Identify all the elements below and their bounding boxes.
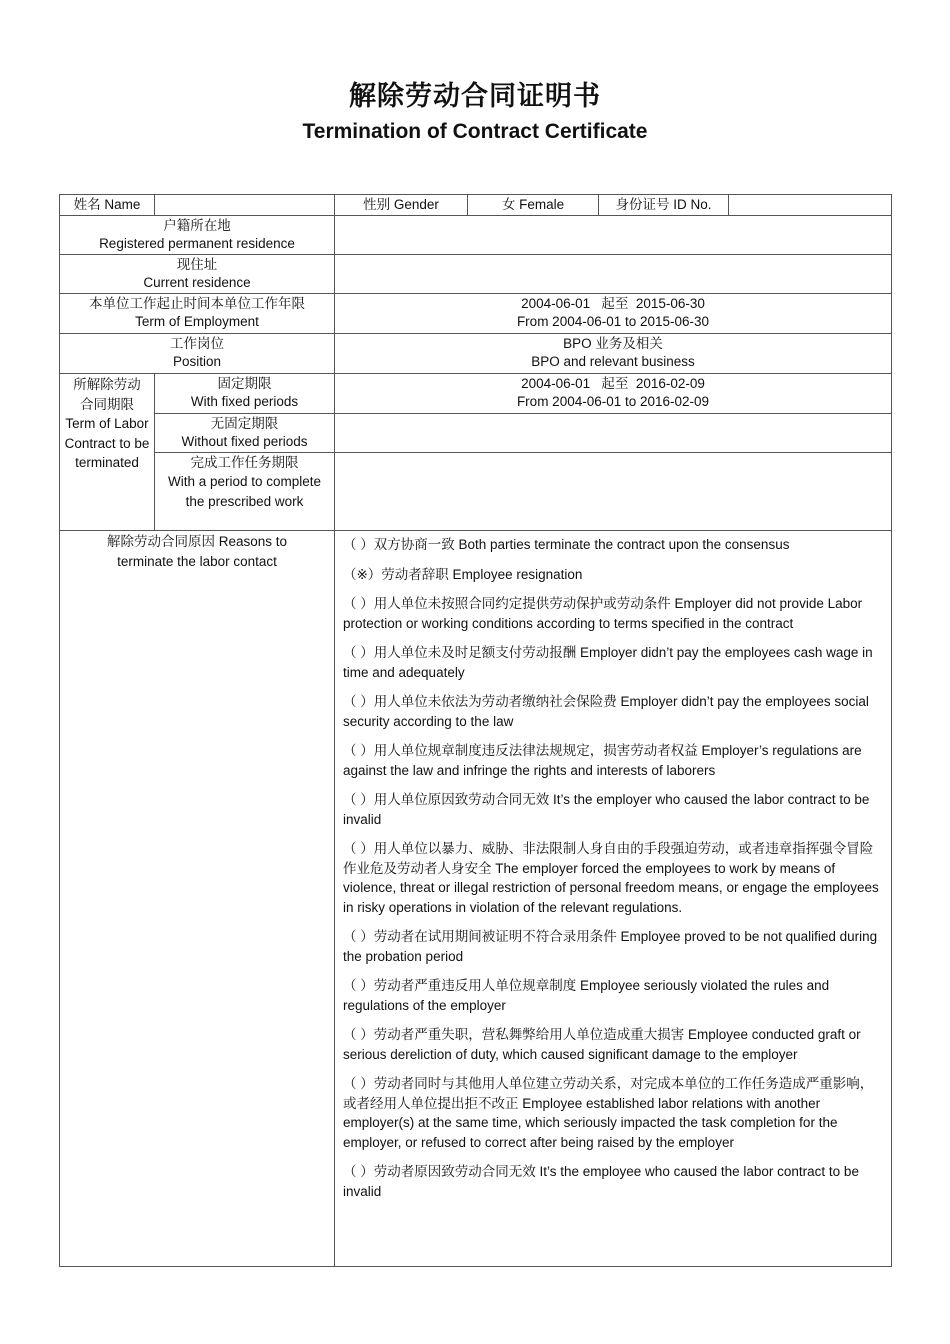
row-name-gender-id bbox=[60, 195, 892, 216]
id-label: 身份证号 ID No. bbox=[599, 195, 729, 216]
gender-label: 性别 Gender bbox=[335, 195, 468, 216]
row-termination-reasons bbox=[60, 531, 892, 1267]
name-value bbox=[155, 195, 335, 216]
registered-residence-label-en: Registered permanent residence bbox=[99, 236, 295, 251]
current-residence-value bbox=[335, 255, 892, 294]
contract-term-label-cn: 所解除劳动合同期限 bbox=[73, 377, 141, 412]
fixed-period-value-en: From 2004-06-01 to 2016-02-09 bbox=[516, 394, 710, 409]
termination-reason-item: （ ）用人单位原因致劳动合同无效 It’s the employer who caused the labor contract to be invalid bbox=[343, 792, 870, 827]
term-of-employment-label-cn: 本单位工作起止时间本单位工作年限 bbox=[89, 296, 305, 311]
without-fixed-period-label-cn: 无固定期限 bbox=[210, 416, 279, 431]
certificate-form-table bbox=[59, 194, 892, 1267]
current-residence-label-en: Current residence bbox=[143, 275, 251, 290]
without-fixed-period-label bbox=[155, 414, 335, 453]
contract-term-label-en: Term of Labor Contract to be terminated bbox=[64, 416, 150, 470]
fixed-period-value bbox=[335, 374, 892, 414]
row-registered-residence bbox=[60, 216, 892, 255]
termination-reason-item: （ ）劳动者同时与其他用人单位建立劳动关系，对完成本单位的工作任务造成严重影响，或者经用人单位提出拒不改正 Employee established labor relations with another employer(s) at the same time, which seriously impacted the task completion for the employer, or refused to correct after being raised by the employer bbox=[343, 1076, 874, 1150]
term-of-employment-label-en: Term of Employment bbox=[135, 314, 259, 329]
termination-reasons-label bbox=[60, 531, 335, 1267]
term-of-employment-value-en: From 2004-06-01 to 2015-06-30 bbox=[516, 314, 710, 329]
term-of-employment-value-cn: 2004-06-01 起至 2015-06-30 bbox=[521, 296, 705, 311]
row-without-fixed-period bbox=[60, 414, 892, 453]
task-period-label-cn: 完成工作任务期限 bbox=[190, 455, 299, 470]
termination-reason-item: （※）劳动者辞职 Employee resignation bbox=[343, 566, 583, 582]
position-value-cn: BPO 业务及相关 bbox=[563, 336, 663, 351]
termination-reason-item: （ ）用人单位规章制度违反法律法规规定，损害劳动者权益 Employer’s regulations are against the law and infringe the rights and interests of laborers bbox=[343, 743, 862, 778]
contract-term-label bbox=[60, 374, 155, 531]
position-value bbox=[335, 334, 892, 374]
row-fixed-period bbox=[60, 374, 892, 414]
id-value bbox=[729, 195, 892, 216]
name-label: 姓名 Name bbox=[60, 195, 155, 216]
term-of-employment-value bbox=[335, 294, 892, 334]
termination-reason-item: （ ）劳动者在试用期间被证明不符合录用条件 Employee proved to be not qualified during the probation period bbox=[343, 929, 878, 964]
fixed-period-label-cn: 固定期限 bbox=[217, 376, 272, 391]
task-period-label bbox=[155, 453, 335, 531]
position-label-en: Position bbox=[172, 354, 222, 369]
termination-reasons-list bbox=[335, 531, 892, 1267]
termination-reason-item: （ ）双方协商一致 Both parties terminate the contract upon the consensus bbox=[343, 537, 790, 552]
gender-value: 女 Female bbox=[468, 195, 599, 216]
task-period-label-en: With a period to complete the prescribed work bbox=[167, 474, 322, 509]
termination-reason-item: （ ）用人单位未及时足额支付劳动报酬 Employer didn’t pay the employees cash wage in time and adequately bbox=[343, 645, 873, 680]
termination-reasons-label-text: 解除劳动合同原因 Reasons to terminate the labor contact bbox=[106, 534, 288, 569]
position-label bbox=[60, 334, 335, 374]
document-title-chinese: 解除劳动合同证明书 bbox=[349, 81, 601, 112]
document-title-english: Termination of Contract Certificate bbox=[302, 120, 648, 143]
row-term-of-employment bbox=[60, 294, 892, 334]
termination-reason-item: （ ）劳动者严重失职，营私舞弊给用人单位造成重大损害 Employee conducted graft or serious dereliction of duty, which caused significant damage to the employer bbox=[343, 1027, 861, 1062]
fixed-period-value-cn: 2004-06-01 起至 2016-02-09 bbox=[521, 376, 705, 391]
row-task-period bbox=[60, 453, 892, 531]
registered-residence-value bbox=[335, 216, 892, 255]
position-label-cn: 工作岗位 bbox=[170, 336, 224, 351]
fixed-period-label-en: With fixed periods bbox=[190, 394, 299, 409]
termination-reason-item: （ ）用人单位未按照合同约定提供劳动保护或劳动条件 Employer did not provide Labor protection or working conditions according to terms specified in the contract bbox=[343, 596, 863, 631]
without-fixed-period-value bbox=[335, 414, 892, 453]
task-period-value bbox=[335, 453, 892, 531]
fixed-period-label bbox=[155, 374, 335, 414]
position-value-en: BPO and relevant business bbox=[531, 354, 695, 369]
termination-reason-item: （ ）劳动者严重违反用人单位规章制度 Employee seriously violated the rules and regulations of the employer bbox=[343, 978, 830, 1013]
termination-reason-item: （ ）劳动者原因致劳动合同无效 It’s the employee who caused the labor contract to be invalid bbox=[343, 1164, 859, 1199]
row-current-residence bbox=[60, 255, 892, 294]
without-fixed-period-label-en: Without fixed periods bbox=[181, 434, 308, 449]
registered-residence-label bbox=[60, 216, 335, 255]
termination-reason-item: （ ）用人单位未依法为劳动者缴纳社会保险费 Employer didn’t pay the employees social security according to the law bbox=[343, 694, 869, 729]
current-residence-label-cn: 现住址 bbox=[176, 257, 218, 272]
registered-residence-label-cn: 户籍所在地 bbox=[163, 218, 231, 233]
term-of-employment-label bbox=[60, 294, 335, 334]
termination-reason-item: （ ）用人单位以暴力、威胁、非法限制人身自由的手段强迫劳动，或者违章指挥强令冒险作业危及劳动者人身安全 The employer forced the employees to work by means of violence, threat or illegal restriction of personal freedom means, or engage the employees in risky operations in violation of the relevant regulations. bbox=[343, 841, 879, 915]
current-residence-label bbox=[60, 255, 335, 294]
row-position bbox=[60, 334, 892, 374]
